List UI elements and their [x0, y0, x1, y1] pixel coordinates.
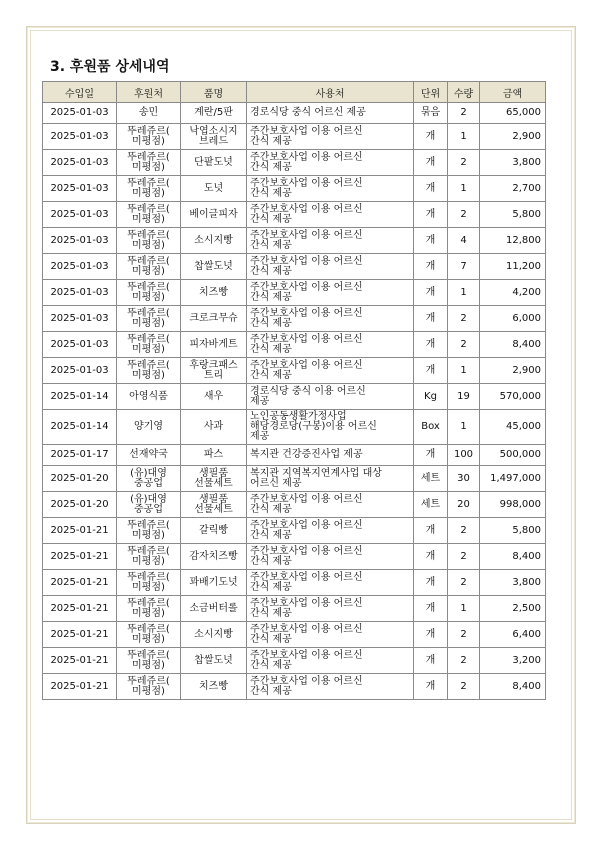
- donor-cell: 뚜레쥬르( 미평점): [117, 570, 181, 596]
- amount-cell: 65,000: [480, 103, 546, 124]
- amount-cell: 6,400: [480, 622, 546, 648]
- amount-cell: 2,700: [480, 176, 546, 202]
- table-row: [43, 254, 546, 280]
- date-cell: 2025-01-21: [43, 674, 117, 700]
- unit-cell: 개: [414, 124, 448, 150]
- donor-cell: 아영식품: [117, 384, 181, 410]
- item-cell: 찹쌀도넛: [181, 254, 247, 280]
- unit-cell: 세트: [414, 492, 448, 518]
- amount-cell: 5,800: [480, 518, 546, 544]
- quantity-cell: 1: [448, 358, 480, 384]
- header-unit: 단위: [414, 82, 448, 103]
- usage-cell: 주간보호사업 이용 어르신 간식 제공: [247, 570, 414, 596]
- donor-cell: 뚜레쥬르( 미평점): [117, 596, 181, 622]
- amount-cell: 3,800: [480, 150, 546, 176]
- donor-cell: (유)대영 중공업: [117, 466, 181, 492]
- amount-cell: 1,497,000: [480, 466, 546, 492]
- amount-cell: 998,000: [480, 492, 546, 518]
- date-cell: 2025-01-03: [43, 228, 117, 254]
- item-cell: 생필품 선물세트: [181, 466, 247, 492]
- table-row: [43, 410, 546, 445]
- date-cell: 2025-01-21: [43, 570, 117, 596]
- amount-cell: 500,000: [480, 445, 546, 466]
- donor-cell: (유)대영 중공업: [117, 492, 181, 518]
- quantity-cell: 2: [448, 518, 480, 544]
- donor-cell: 뚜레쥬르( 미평점): [117, 124, 181, 150]
- quantity-cell: 2: [448, 570, 480, 596]
- item-cell: 단팥도넛: [181, 150, 247, 176]
- amount-cell: 12,800: [480, 228, 546, 254]
- quantity-cell: 1: [448, 280, 480, 306]
- item-cell: 소시지빵: [181, 228, 247, 254]
- table-row: [43, 570, 546, 596]
- usage-cell: 주간보호사업 이용 어르신 간식 제공: [247, 358, 414, 384]
- usage-cell: 경로식당 중식 이용 어르신 제공: [247, 384, 414, 410]
- item-cell: 새우: [181, 384, 247, 410]
- amount-cell: 5,800: [480, 202, 546, 228]
- amount-cell: 11,200: [480, 254, 546, 280]
- donor-cell: 뚜레쥬르( 미평점): [117, 622, 181, 648]
- unit-cell: 개: [414, 280, 448, 306]
- usage-cell: 노인공동생활가정사업 해당경로당(구봉)이용 어르신 제공: [247, 410, 414, 445]
- donor-cell: 뚜레쥬르( 미평점): [117, 306, 181, 332]
- donor-cell: 뚜레쥬르( 미평점): [117, 228, 181, 254]
- item-cell: 감자치즈빵: [181, 544, 247, 570]
- date-cell: 2025-01-21: [43, 622, 117, 648]
- unit-cell: Box: [414, 410, 448, 445]
- table-row: [43, 176, 546, 202]
- unit-cell: 개: [414, 306, 448, 332]
- donor-cell: 뚜레쥬르( 미평점): [117, 518, 181, 544]
- date-cell: 2025-01-03: [43, 124, 117, 150]
- item-cell: 베이글피자: [181, 202, 247, 228]
- date-cell: 2025-01-03: [43, 103, 117, 124]
- header-donor: 후원처: [117, 82, 181, 103]
- date-cell: 2025-01-14: [43, 384, 117, 410]
- table-row: [43, 518, 546, 544]
- usage-cell: 주간보호사업 이용 어르신 간식 제공: [247, 518, 414, 544]
- table-row: [43, 674, 546, 700]
- item-cell: 후랑크패스 트리: [181, 358, 247, 384]
- donor-cell: 뚜레쥬르( 미평점): [117, 358, 181, 384]
- amount-cell: 45,000: [480, 410, 546, 445]
- donor-cell: 뚜레쥬르( 미평점): [117, 150, 181, 176]
- table-row: [43, 544, 546, 570]
- date-cell: 2025-01-03: [43, 202, 117, 228]
- donor-cell: 뚜레쥬르( 미평점): [117, 544, 181, 570]
- unit-cell: 개: [414, 358, 448, 384]
- item-cell: 소시지빵: [181, 622, 247, 648]
- date-cell: 2025-01-03: [43, 332, 117, 358]
- unit-cell: 개: [414, 544, 448, 570]
- date-cell: 2025-01-21: [43, 518, 117, 544]
- table-body: [43, 103, 546, 700]
- quantity-cell: 2: [448, 622, 480, 648]
- date-cell: 2025-01-20: [43, 492, 117, 518]
- quantity-cell: 2: [448, 544, 480, 570]
- header-amount: 금액: [480, 82, 546, 103]
- unit-cell: 개: [414, 228, 448, 254]
- unit-cell: 개: [414, 150, 448, 176]
- unit-cell: 개: [414, 332, 448, 358]
- item-cell: 생필품 선물세트: [181, 492, 247, 518]
- donor-cell: 뚜레쥬르( 미평점): [117, 332, 181, 358]
- item-cell: 치즈빵: [181, 280, 247, 306]
- table-row: [43, 445, 546, 466]
- quantity-cell: 1: [448, 176, 480, 202]
- date-cell: 2025-01-03: [43, 150, 117, 176]
- header-item: 품명: [181, 82, 247, 103]
- date-cell: 2025-01-21: [43, 648, 117, 674]
- header-quantity: 수량: [448, 82, 480, 103]
- unit-cell: Kg: [414, 384, 448, 410]
- table-row: [43, 332, 546, 358]
- quantity-cell: 2: [448, 306, 480, 332]
- usage-cell: 주간보호사업 이용 어르신 간식 제공: [247, 622, 414, 648]
- usage-cell: 복지관 건강증진사업 제공: [247, 445, 414, 466]
- amount-cell: 8,400: [480, 674, 546, 700]
- amount-cell: 570,000: [480, 384, 546, 410]
- table-row: [43, 596, 546, 622]
- usage-cell: 주간보호사업 이용 어르신 간식 제공: [247, 280, 414, 306]
- usage-cell: 주간보호사업 이용 어르신 간식 제공: [247, 648, 414, 674]
- quantity-cell: 2: [448, 648, 480, 674]
- usage-cell: 주간보호사업 이용 어르신 간식 제공: [247, 306, 414, 332]
- quantity-cell: 2: [448, 202, 480, 228]
- item-cell: 갈릭빵: [181, 518, 247, 544]
- quantity-cell: 1: [448, 596, 480, 622]
- quantity-cell: 2: [448, 103, 480, 124]
- quantity-cell: 1: [448, 124, 480, 150]
- date-cell: 2025-01-21: [43, 596, 117, 622]
- item-cell: 찹쌀도넛: [181, 648, 247, 674]
- donor-cell: 뚜레쥬르( 미평점): [117, 280, 181, 306]
- date-cell: 2025-01-17: [43, 445, 117, 466]
- amount-cell: 2,900: [480, 124, 546, 150]
- item-cell: 피자바게트: [181, 332, 247, 358]
- table-row: [43, 280, 546, 306]
- unit-cell: 개: [414, 176, 448, 202]
- unit-cell: 개: [414, 254, 448, 280]
- donor-cell: 뚜레쥬르( 미평점): [117, 202, 181, 228]
- quantity-cell: 4: [448, 228, 480, 254]
- donor-cell: 선재약국: [117, 445, 181, 466]
- unit-cell: 개: [414, 202, 448, 228]
- date-cell: 2025-01-03: [43, 254, 117, 280]
- quantity-cell: 2: [448, 332, 480, 358]
- item-cell: 낙엽소시지 브레드: [181, 124, 247, 150]
- usage-cell: 주간보호사업 이용 어르신 간식 제공: [247, 202, 414, 228]
- date-cell: 2025-01-20: [43, 466, 117, 492]
- table-header-row: [43, 82, 546, 103]
- date-cell: 2025-01-21: [43, 544, 117, 570]
- item-cell: 도넛: [181, 176, 247, 202]
- quantity-cell: 7: [448, 254, 480, 280]
- usage-cell: 복지관 지역복지연계사업 대상 어르신 제공: [247, 466, 414, 492]
- usage-cell: 주간보호사업 이용 어르신 간식 제공: [247, 124, 414, 150]
- donation-detail-table: [42, 81, 546, 700]
- table-row: [43, 150, 546, 176]
- table-row: [43, 358, 546, 384]
- quantity-cell: 30: [448, 466, 480, 492]
- unit-cell: 세트: [414, 466, 448, 492]
- donor-cell: 뚜레쥬르( 미평점): [117, 648, 181, 674]
- usage-cell: 주간보호사업 이용 어르신 간식 제공: [247, 228, 414, 254]
- quantity-cell: 1: [448, 410, 480, 445]
- unit-cell: 개: [414, 596, 448, 622]
- unit-cell: 개: [414, 518, 448, 544]
- unit-cell: 개: [414, 622, 448, 648]
- usage-cell: 주간보호사업 이용 어르신 간식 제공: [247, 150, 414, 176]
- section-title: 3. 후원품 상세내역: [50, 59, 170, 75]
- quantity-cell: 19: [448, 384, 480, 410]
- quantity-cell: 20: [448, 492, 480, 518]
- table-row: [43, 648, 546, 674]
- date-cell: 2025-01-03: [43, 280, 117, 306]
- amount-cell: 2,900: [480, 358, 546, 384]
- unit-cell: 묶음: [414, 103, 448, 124]
- table-row: [43, 384, 546, 410]
- table-row: [43, 103, 546, 124]
- quantity-cell: 2: [448, 674, 480, 700]
- amount-cell: 8,400: [480, 544, 546, 570]
- quantity-cell: 2: [448, 150, 480, 176]
- table-row: [43, 202, 546, 228]
- item-cell: 계란/5판: [181, 103, 247, 124]
- date-cell: 2025-01-03: [43, 306, 117, 332]
- item-cell: 치즈빵: [181, 674, 247, 700]
- unit-cell: 개: [414, 570, 448, 596]
- usage-cell: 주간보호사업 이용 어르신 간식 제공: [247, 254, 414, 280]
- usage-cell: 주간보호사업 이용 어르신 간식 제공: [247, 544, 414, 570]
- amount-cell: 4,200: [480, 280, 546, 306]
- item-cell: 꽈배기도넛: [181, 570, 247, 596]
- unit-cell: 개: [414, 445, 448, 466]
- amount-cell: 8,400: [480, 332, 546, 358]
- usage-cell: 주간보호사업 이용 어르신 간식 제공: [247, 176, 414, 202]
- usage-cell: 주간보호사업 이용 어르신 간식 제공: [247, 596, 414, 622]
- amount-cell: 3,800: [480, 570, 546, 596]
- date-cell: 2025-01-14: [43, 410, 117, 445]
- date-cell: 2025-01-03: [43, 358, 117, 384]
- usage-cell: 주간보호사업 이용 어르신 간식 제공: [247, 674, 414, 700]
- table-row: [43, 306, 546, 332]
- donor-cell: 뚜레쥬르( 미평점): [117, 176, 181, 202]
- usage-cell: 주간보호사업 이용 어르신 간식 제공: [247, 492, 414, 518]
- amount-cell: 6,000: [480, 306, 546, 332]
- donor-cell: 뚜레쥬르( 미평점): [117, 674, 181, 700]
- item-cell: 크로크무슈: [181, 306, 247, 332]
- donor-cell: 뚜레쥬르( 미평점): [117, 254, 181, 280]
- unit-cell: 개: [414, 674, 448, 700]
- table-row: [43, 622, 546, 648]
- unit-cell: 개: [414, 648, 448, 674]
- quantity-cell: 100: [448, 445, 480, 466]
- table-row: [43, 228, 546, 254]
- header-date: 수입일: [43, 82, 117, 103]
- table-row: [43, 124, 546, 150]
- item-cell: 소금버터롤: [181, 596, 247, 622]
- item-cell: 사과: [181, 410, 247, 445]
- usage-cell: 주간보호사업 이용 어르신 간식 제공: [247, 332, 414, 358]
- table-row: [43, 492, 546, 518]
- donor-cell: 양기영: [117, 410, 181, 445]
- amount-cell: 3,200: [480, 648, 546, 674]
- date-cell: 2025-01-03: [43, 176, 117, 202]
- header-usage: 사용처: [247, 82, 414, 103]
- amount-cell: 2,500: [480, 596, 546, 622]
- item-cell: 파스: [181, 445, 247, 466]
- table-row: [43, 466, 546, 492]
- donor-cell: 송민: [117, 103, 181, 124]
- usage-cell: 경로식당 중식 어르신 제공: [247, 103, 414, 124]
